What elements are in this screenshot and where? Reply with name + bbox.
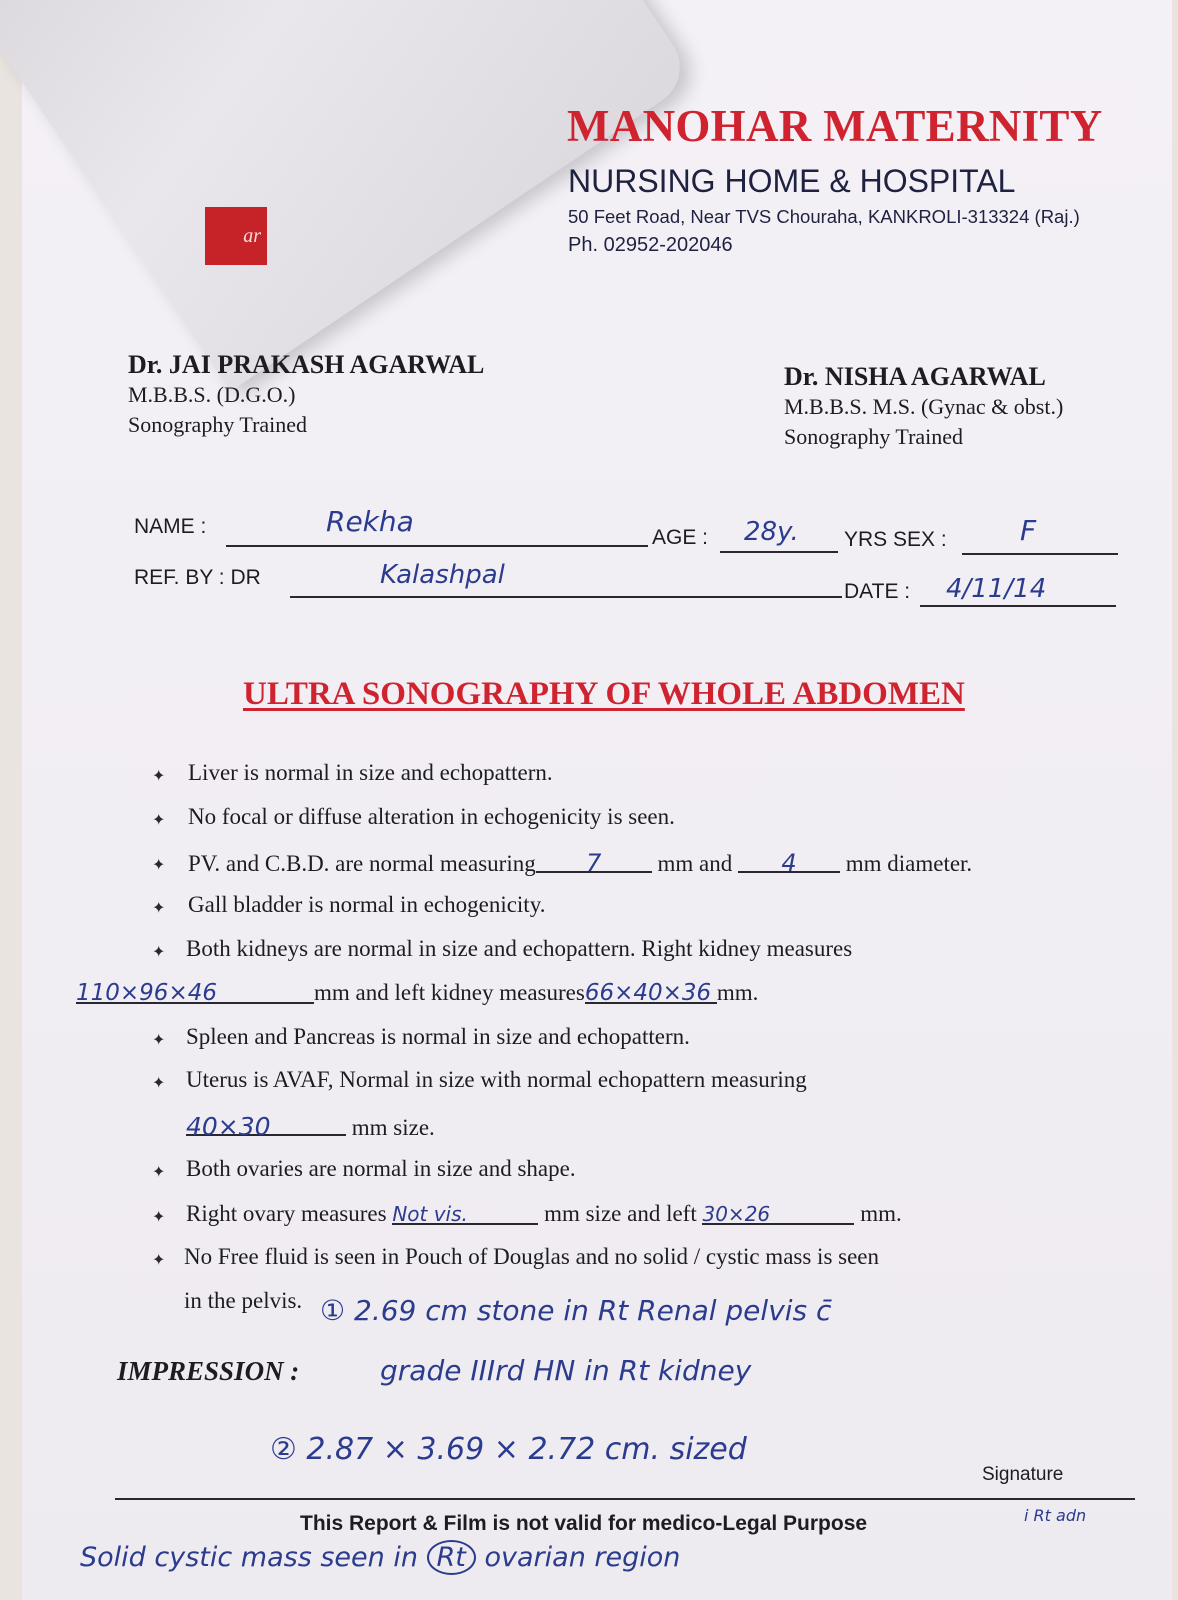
footer-disclaimer: This Report & Film is not valid for medico-Legal Purpose [300, 1512, 868, 1535]
bullet-icon: ✦ [152, 1209, 166, 1226]
right-ovary-prefix: Right ovary measures [186, 1201, 387, 1226]
ref-field-line [290, 596, 842, 598]
doctor-2-training: Sonography Trained [784, 424, 964, 449]
impression-line-3: ② 2.87 × 3.69 × 2.72 cm. sized [270, 1432, 747, 1467]
doctor-1-qualification: M.B.B.S. (D.G.O.) [128, 382, 296, 407]
hospital-subtitle: NURSING HOME & HOSPITAL [568, 163, 1016, 199]
cbd-blank [738, 849, 840, 877]
circled-rt: Rt [427, 1540, 476, 1575]
patient-sex-value: F [1020, 514, 1037, 547]
right-ovary-mid: mm size and left [544, 1201, 697, 1226]
impression-line-4-pre: Solid cystic mass seen in [80, 1542, 418, 1573]
left-kidney-blank [585, 980, 717, 1004]
finding-ovary-measures [186, 1201, 902, 1227]
bullet-icon: ✦ [152, 768, 166, 785]
impression-line-2: grade IIIrd HN in Rt kidney [380, 1354, 752, 1387]
footer-divider [115, 1498, 1135, 1500]
name-field-line [226, 545, 648, 547]
bullet-icon: ✦ [152, 1075, 166, 1092]
patient-name-value: Rekha [326, 505, 414, 538]
pv-blank [536, 849, 652, 877]
uterus-value: 40×30 [186, 1112, 271, 1141]
impression-label: IMPRESSION : [117, 1356, 300, 1386]
doctor-1-training: Sonography Trained [128, 412, 308, 437]
uterus-suffix: mm size. [351, 1115, 435, 1140]
finding-free-fluid: No Free fluid is seen in Pouch of Douglas and no solid / cystic mass is seen [184, 1244, 880, 1269]
left-ovary-value: 30×26 [702, 1202, 771, 1226]
doctor-1-block [128, 350, 484, 440]
finding-gall-bladder: Gall bladder is normal in echogenicity. [188, 892, 546, 917]
name-label: NAME : [134, 515, 207, 538]
ref-doctor-value: Kalashpal [380, 560, 505, 590]
right-ovary-value: Not vis. [392, 1202, 468, 1226]
finding-focal: No focal or diffuse alteration in echogenicity is seen. [188, 804, 675, 829]
left-ovary-blank [702, 1201, 854, 1225]
left-kidney-value: 66×40×36 [584, 980, 712, 1006]
bullet-icon: ✦ [152, 1032, 166, 1049]
finding-spleen: Spleen and Pancreas is normal in size and echopattern. [186, 1024, 690, 1049]
left-ovary-suffix: mm. [860, 1201, 902, 1226]
impression-note: i Rt adn [1024, 1506, 1087, 1525]
hospital-phone: Ph. 02952-202046 [568, 234, 733, 256]
age-field-line [720, 551, 838, 553]
pv-suffix: mm diameter. [845, 851, 973, 876]
finding-ovaries: Both ovaries are normal in size and shape. [186, 1156, 576, 1181]
bullet-icon: ✦ [152, 900, 166, 917]
impression-line-4-post: ovarian region [484, 1542, 681, 1573]
pv-value: 7 [586, 849, 602, 877]
finding-pelvis: in the pelvis. [184, 1288, 303, 1313]
patient-age-value: 28y. [744, 517, 799, 547]
bullet-icon: ✦ [152, 812, 166, 829]
right-ovary-blank [392, 1201, 538, 1225]
signature-label: Signature [982, 1464, 1064, 1485]
doctor-2-name: Dr. NISHA AGARWAL [784, 362, 1046, 391]
right-kidney-value: 110×96×46 [76, 980, 217, 1006]
sex-field-line [962, 553, 1118, 555]
hospital-name: MANOHAR MATERNITY [567, 101, 1103, 151]
right-kidney-blank [76, 980, 314, 1004]
doctor-1-name: Dr. JAI PRAKASH AGARWAL [128, 350, 485, 379]
date-field-line [920, 605, 1116, 607]
pv-mid: mm and [657, 851, 733, 876]
hospital-address: 50 Feet Road, Near TVS Chouraha, KANKROLI-313324 (Raj.) [568, 206, 1080, 227]
finding-liver: Liver is normal in size and echopattern. [188, 760, 553, 785]
impression-line-1: ① 2.69 cm stone in Rt Renal pelvis c̄ [320, 1294, 832, 1327]
age-label: AGE : [652, 526, 709, 549]
impression-line-4 [80, 1540, 680, 1575]
bullet-icon: ✦ [152, 1164, 166, 1181]
finding-kidney-measures [76, 980, 758, 1006]
finding-uterus-size [186, 1112, 435, 1141]
bullet-icon: ✦ [152, 944, 166, 961]
kidneys-mid: mm and left kidney measures [314, 980, 585, 1005]
finding-uterus: Uterus is AVAF, Normal in size with normal echopattern measuring [186, 1067, 807, 1092]
cbd-value: 4 [781, 849, 797, 877]
date-label: DATE : [844, 580, 911, 603]
report-title: ULTRA SONOGRAPHY OF WHOLE ABDOMEN [243, 676, 965, 712]
ref-by-label: REF. BY : DR [134, 566, 261, 589]
bullet-icon: ✦ [152, 1252, 166, 1269]
hospital-logo: ar [205, 207, 267, 265]
finding-kidneys: Both kidneys are normal in size and echopattern. Right kidney measures [186, 936, 853, 961]
doctor-2-block [784, 362, 1063, 452]
kidneys-suffix: mm. [716, 980, 759, 1005]
bullet-icon: ✦ [152, 857, 166, 874]
yrs-sex-label: YRS SEX : [844, 528, 947, 551]
pv-prefix: PV. and C.B.D. are normal measuring [188, 851, 536, 876]
report-date-value: 4/11/14 [946, 574, 1047, 604]
uterus-blank [186, 1112, 346, 1141]
finding-pv-cbd [188, 849, 972, 877]
doctor-2-qualification: M.B.B.S. M.S. (Gynac & obst.) [784, 394, 1064, 419]
